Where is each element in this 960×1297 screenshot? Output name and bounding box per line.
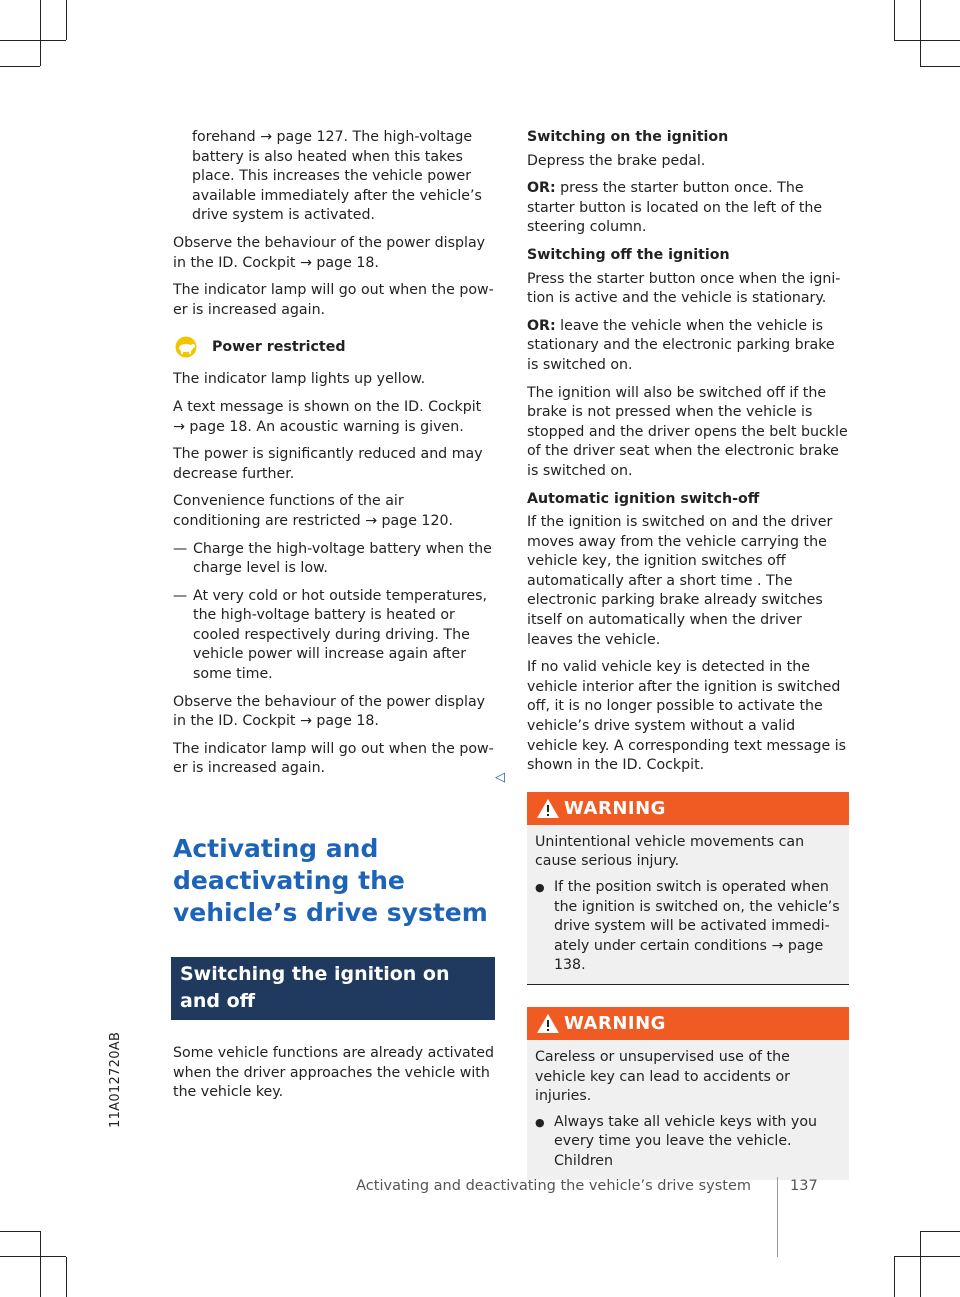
crop-mark — [66, 0, 67, 40]
paragraph: Depress the brake pedal. — [527, 152, 706, 169]
footer-divider — [777, 1177, 778, 1257]
list-item — [173, 540, 495, 579]
paragraph: The indicator lamp will go out when the power is increased again. — [173, 282, 494, 318]
warning-label: WARNING — [564, 797, 666, 819]
subheading: Switching off the ignition — [527, 246, 730, 263]
crop-mark — [0, 1231, 40, 1232]
warning-triangle-icon — [536, 1013, 560, 1034]
footer-title: Activating and deactivating the vehicle’s drive system — [356, 1178, 751, 1194]
warning-intro: Careless or unsupervised use of the vehicle key can lead to accidents or injuries. — [535, 1048, 790, 1105]
warning-bullet — [535, 878, 841, 976]
paragraph: If no valid vehicle key is detected in the vehicle interior after the ignition is switched off, it is no longer possible to activate the vehicle’s drive system without a valid vehicle key. A corresponding text message is shown in the ID. Cockpit. — [527, 659, 847, 774]
bullet-dot: ● — [535, 881, 545, 894]
document-code: 11A012720AB — [108, 1031, 123, 1128]
paragraph: A text message is shown on the ID. Cockpit → page 18. An acoustic warning is given. — [173, 398, 482, 435]
page-number: 137 — [790, 1178, 818, 1194]
warning-box — [527, 1007, 849, 1180]
warning-label: WARNING — [564, 1012, 666, 1034]
crop-mark — [894, 1257, 895, 1297]
paragraph: The indicator lamp will go out when the power is increased again. — [173, 740, 494, 777]
paragraph: Observe the behaviour of the power display in the ID. Cockpit → page 18. — [173, 693, 486, 730]
warning-bullet — [535, 1113, 841, 1172]
crop-mark — [894, 0, 895, 40]
crop-mark — [920, 0, 921, 66]
chapter-title: Activating and deactivating the vehicle’s drive system — [173, 834, 488, 928]
paragraph-text: leave the vehicle when the vehicle is stationary and the electronic parking brake is switched on. — [527, 317, 835, 373]
dash-marker: — — [173, 540, 188, 557]
crop-mark — [920, 66, 960, 67]
paragraph: If the ignition is switched on and the driver moves away from the vehicle carrying the vehicle key, the ignition switches off automatically after a short time . The electronic parking brake already switches itself on automatically when the driver leaves the vehicle. — [527, 514, 833, 648]
list-item-text: At very cold or hot outside temperatures, the high-voltage battery is heated or cooled respectively during driving. The vehicle power will increase again after some time. — [193, 587, 487, 683]
crop-mark — [0, 40, 66, 41]
right-column — [527, 128, 849, 1202]
list-item — [173, 587, 495, 685]
paragraph: The ignition will also be switched off if the brake is not pressed when the vehicle is stopped and the driver opens the belt buckle of the driver seat when the electronic brake is switched on. — [527, 384, 848, 479]
warning-body — [527, 825, 849, 985]
or-label: OR: — [527, 180, 556, 197]
indicator-lamp-row — [173, 336, 495, 358]
section-end-triangle-icon: ◁ — [495, 770, 505, 785]
crop-mark — [66, 1257, 67, 1297]
paragraph: Press the starter button once when the ignition is active and the vehicle is stationary. — [527, 270, 841, 307]
warning-header — [527, 1007, 849, 1040]
paragraph-text: press the starter button once. The starter button is located on the left of the steering column. — [527, 180, 823, 236]
warning-box — [527, 792, 849, 985]
left-column — [173, 128, 495, 1111]
or-label: OR: — [527, 317, 556, 334]
section-title: Switching the ignition on and off — [171, 957, 495, 1020]
list-item-text: Charge the high-voltage battery when the charge level is low. — [193, 540, 492, 577]
crop-mark — [40, 1231, 41, 1297]
subheading: Switching on the ignition — [527, 129, 729, 145]
paragraph: forehand → page 127. The high-voltage battery is also heated when this takes place. This increases the vehicle power available immediately after the vehicle’s drive system is activated. — [192, 129, 482, 224]
warning-body — [527, 1040, 849, 1180]
paragraph: Convenience functions of the air conditioning are restricted → page 120. — [173, 493, 454, 529]
warning-bullet-text: Always take all vehicle keys with you every time you leave the vehicle. Children — [554, 1113, 817, 1169]
bullet-dot: ● — [535, 1115, 545, 1129]
crop-mark — [0, 1256, 66, 1257]
paragraph — [527, 317, 849, 376]
warning-bullet-text: If the position switch is operated when the ignition is switched on, the vehicle’s drive system will be activated immediately under certain conditions → page 138. — [554, 879, 840, 974]
crop-mark — [0, 66, 40, 67]
warning-intro: Unintentional vehicle movements can cause serious injury. — [535, 833, 805, 870]
paragraph — [527, 179, 849, 238]
crop-mark — [920, 1231, 921, 1297]
paragraph: Observe the behaviour of the power display in the ID. Cockpit → page 18. — [173, 234, 486, 271]
crop-mark — [894, 1256, 960, 1257]
crop-mark — [40, 0, 41, 66]
paragraph: The indicator lamp lights up yellow. — [173, 371, 426, 388]
power-restricted-lamp-icon — [173, 336, 199, 358]
warning-triangle-icon — [536, 798, 560, 819]
subheading: Automatic ignition switch-off — [527, 490, 760, 507]
crop-mark — [920, 1231, 960, 1232]
lamp-title: Power restricted — [212, 338, 346, 355]
crop-mark — [894, 40, 960, 41]
dash-marker: — — [173, 587, 188, 604]
paragraph: Some vehicle functions are already activated when the driver approaches the vehicle with the vehicle key. — [173, 1045, 494, 1101]
warning-header — [527, 792, 849, 825]
paragraph: The power is significantly reduced and may decrease further. — [173, 446, 483, 482]
